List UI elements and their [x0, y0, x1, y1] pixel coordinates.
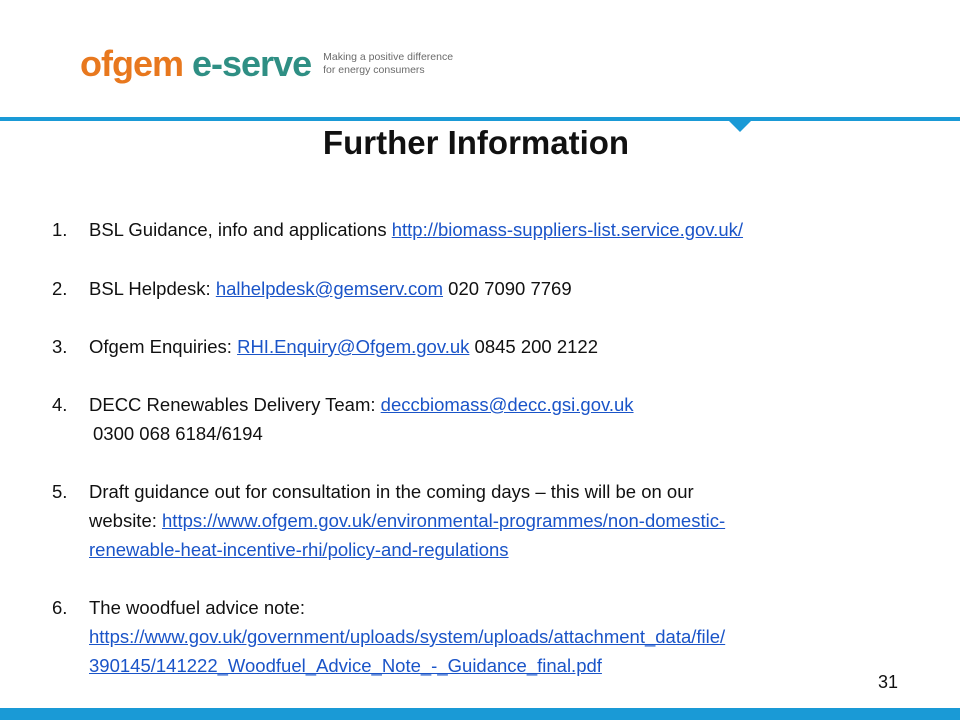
- helpdesk-email-link[interactable]: halhelpdesk@gemserv.com: [215, 278, 444, 299]
- ofgem-enquiry-email-link[interactable]: RHI.Enquiry@Ofgem.gov.uk: [237, 336, 470, 357]
- woodfuel-note-link-part-1[interactable]: https://www.gov.uk/government/uploads/system/uploads/attachment_data/file/: [89, 626, 726, 647]
- item-number: 6.: [52, 597, 68, 618]
- logo-eserve: e-serve: [192, 43, 312, 84]
- header-divider: [0, 117, 960, 121]
- consultation-link-part-2[interactable]: renewable-heat-incentive-rhi/policy-and-regulations: [89, 539, 509, 560]
- ofgem-eserve-logo: [80, 43, 454, 84]
- slide-title: Further Information: [322, 124, 630, 161]
- item-text-2: website:: [89, 510, 163, 531]
- page-number: 31: [878, 672, 899, 692]
- item-number: 1.: [52, 219, 68, 240]
- woodfuel-note-link-part-2[interactable]: 390145/141222_Woodfuel_Advice_Note_-_Guidance_final.pdf: [89, 655, 602, 676]
- item-text: BSL Guidance, info and applications: [89, 219, 392, 240]
- item-text: Ofgem Enquiries:: [89, 336, 238, 357]
- logo-wordmark: [80, 43, 312, 84]
- decc-phone: 0300 068 6184/6194: [93, 423, 263, 444]
- tagline-line-2: for energy consumers: [323, 64, 425, 76]
- tagline-line-1: Making a positive difference: [323, 51, 454, 63]
- item-text: Draft guidance out for consultation in the coming days – this will be on our: [89, 481, 694, 502]
- item-number: 2.: [52, 278, 68, 299]
- bsl-website-link[interactable]: http://biomass-suppliers-list.service.gov.uk/: [391, 219, 744, 240]
- item-text: BSL Helpdesk:: [89, 278, 216, 299]
- item-number: 3.: [52, 336, 68, 357]
- item-number: 4.: [52, 394, 68, 415]
- logo-ofgem: ofgem: [80, 43, 183, 84]
- item-number: 5.: [52, 481, 68, 502]
- helpdesk-phone: 020 7090 7769: [443, 278, 572, 299]
- item-text: The woodfuel advice note:: [89, 597, 305, 618]
- decc-email-link[interactable]: deccbiomass@decc.gsi.gov.uk: [380, 394, 634, 415]
- consultation-link-part-1[interactable]: https://www.ofgem.gov.uk/environmental-programmes/non-domestic-: [162, 510, 726, 531]
- footer-bar: [0, 708, 960, 720]
- logo-tagline: [323, 51, 453, 77]
- item-text: DECC Renewables Delivery Team:: [89, 394, 381, 415]
- ofgem-enquiry-phone: 0845 200 2122: [469, 336, 598, 357]
